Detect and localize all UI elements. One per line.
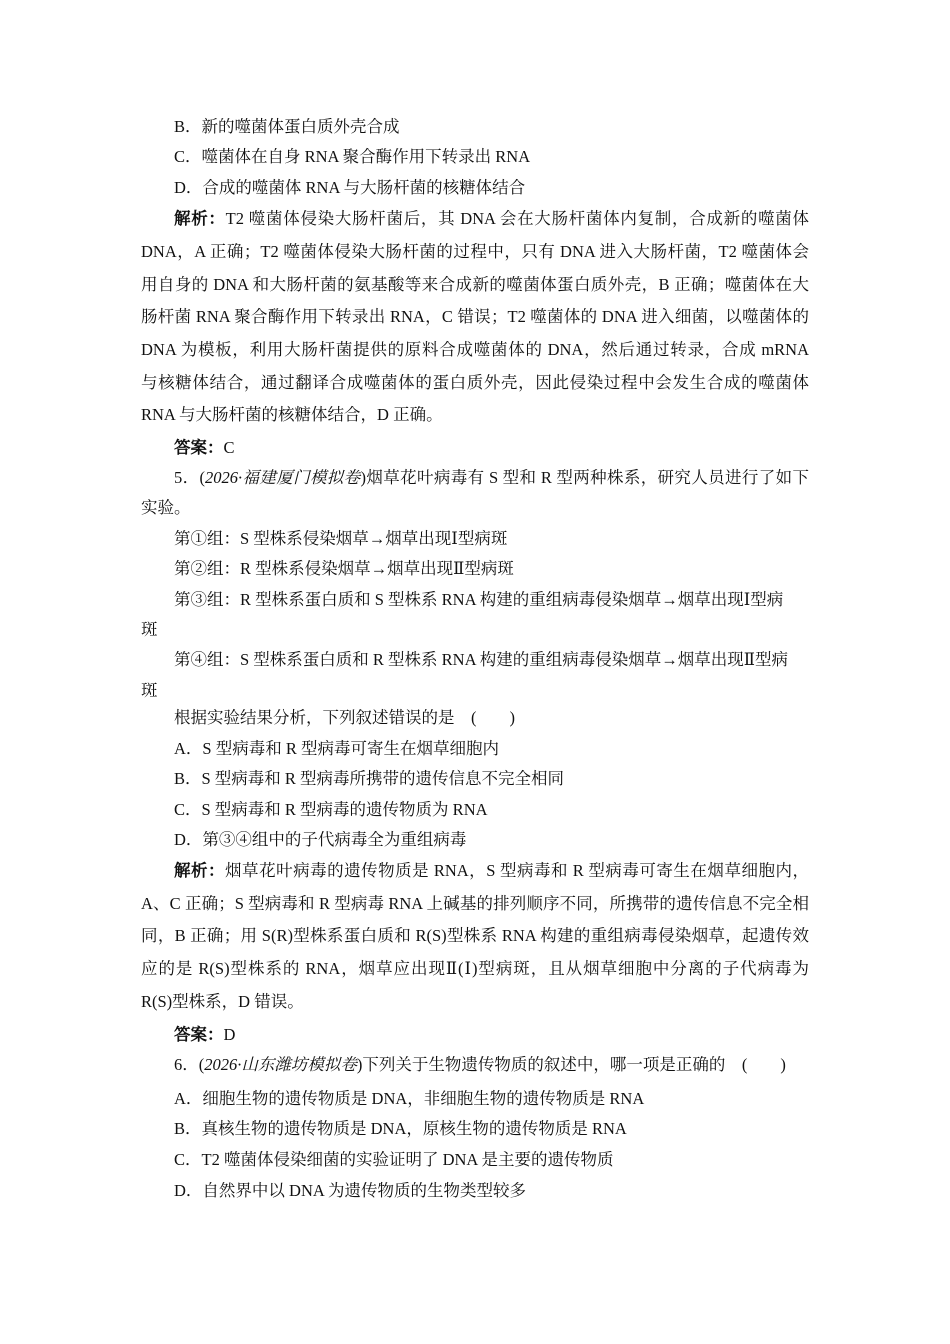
q5-analysis-line-1: 解析：烟草花叶病毒的遗传物质是 RNA，S 型病毒和 R 型病毒可寄生在烟草细胞内， xyxy=(174,861,809,880)
q4-option-d: D．合成的噬菌体 RNA 与大肠杆菌的核糖体结合 xyxy=(174,178,526,197)
q5-option-b: B．S 型病毒和 R 型病毒所携带的遗传信息不完全相同 xyxy=(174,769,565,788)
q5-option-c: C．S 型病毒和 R 型病毒的遗传物质为 RNA xyxy=(174,800,488,819)
q6-option-b: B．真核生物的遗传物质是 DNA，原核生物的遗传物质是 RNA xyxy=(174,1119,627,1138)
q5-question: 根据实验结果分析，下列叙述错误的是 ( ) xyxy=(174,708,515,727)
q4-answer: 答案：C xyxy=(174,438,235,457)
q4-option-b: B．新的噬菌体蛋白质外壳合成 xyxy=(174,117,400,136)
q5-source: 2026·福建厦门模拟卷 xyxy=(204,468,361,487)
q5-stem-line-1: 5．(2026·福建厦门模拟卷)烟草花叶病毒有 S 型和 R 型两种株系，研究人员进行了如下 xyxy=(174,468,809,487)
q4-analysis-line-1: 解析：T2 噬菌体侵染大肠杆菌后，其 DNA 会在大肠杆菌体内复制，合成新的噬菌体 xyxy=(174,209,809,228)
q5-group-2: 第②组：R 型株系侵染烟草→烟草出现Ⅱ型病斑 xyxy=(174,559,514,578)
q5-answer: 答案：D xyxy=(174,1025,236,1044)
analysis-label: 解析： xyxy=(174,209,226,228)
q4-analysis-line-6: 与核糖体结合，通过翻译合成噬菌体的蛋白质外壳，因此侵染过程中会发生合成的噬菌体 xyxy=(141,373,809,392)
q6-option-d: D．自然界中以 DNA 为遗传物质的生物类型较多 xyxy=(174,1181,527,1200)
q6-source: 2026·山东潍坊模拟卷 xyxy=(204,1055,357,1074)
q5-analysis-line-4: 应的是 R(S)型株系的 RNA，烟草应出现Ⅱ(Ⅰ)型病斑，且从烟草细胞中分离的子代病毒为 xyxy=(141,959,809,978)
q5-analysis-line-2: A、C 正确；S 型病毒和 R 型病毒 RNA 上碱基的排列顺序不同，所携带的遗传信息不完全相 xyxy=(141,894,809,913)
q5-group-4-line-1: 第④组：S 型株系蛋白质和 R 型株系 RNA 构建的重组病毒侵染烟草→烟草出现Ⅱ型病 xyxy=(174,650,788,669)
q6-option-a: A．细胞生物的遗传物质是 DNA，非细胞生物的遗传物质是 RNA xyxy=(174,1089,645,1108)
q5-option-d: D．第③④组中的子代病毒全为重组病毒 xyxy=(174,830,467,849)
q5-stem-line-2: 实验。 xyxy=(141,498,191,517)
q4-analysis-line-5: DNA 为模板，利用大肠杆菌提供的原料合成噬菌体的 DNA，然后通过转录，合成 mRNA xyxy=(141,340,809,359)
q5-analysis-line-3: 同，B 正确；用 S(R)型株系蛋白质和 R(S)型株系 RNA 构建的重组病毒侵染烟草，起遗传效 xyxy=(141,926,809,945)
q5-analysis-line-5: R(S)型株系，D 错误。 xyxy=(141,992,304,1011)
q5-group-3-line-2: 斑 xyxy=(141,620,158,639)
q5-option-a: A．S 型病毒和 R 型病毒可寄生在烟草细胞内 xyxy=(174,739,499,758)
q5-group-3-line-1: 第③组：R 型株系蛋白质和 S 型株系 RNA 构建的重组病毒侵染烟草→烟草出现Ⅰ型病 xyxy=(174,590,784,609)
analysis-label: 解析： xyxy=(174,861,226,880)
q4-analysis-line-2: DNA，A 正确；T2 噬菌体侵染大肠杆菌的过程中，只有 DNA 进入大肠杆菌，T2 噬菌体会 xyxy=(141,242,809,261)
q6-option-c: C．T2 噬菌体侵染细菌的实验证明了 DNA 是主要的遗传物质 xyxy=(174,1150,614,1169)
q4-analysis-line-7: RNA 与大肠杆菌的核糖体结合，D 正确。 xyxy=(141,405,443,424)
q6-stem: 6．(2026·山东潍坊模拟卷)下列关于生物遗传物质的叙述中，哪一项是正确的 ( ) xyxy=(174,1055,786,1074)
q4-analysis-line-3: 用自身的 DNA 和大肠杆菌的氨基酸等来合成新的噬菌体蛋白质外壳，B 正确；噬菌体在大 xyxy=(141,275,809,294)
q5-group-4-line-2: 斑 xyxy=(141,681,158,700)
q4-analysis-line-4: 肠杆菌 RNA 聚合酶作用下转录出 RNA，C 错误；T2 噬菌体的 DNA 进入细菌，以噬菌体的 xyxy=(141,307,809,326)
q4-option-c: C．噬菌体在自身 RNA 聚合酶作用下转录出 RNA xyxy=(174,147,531,166)
q5-group-1: 第①组：S 型株系侵染烟草→烟草出现Ⅰ型病斑 xyxy=(174,529,508,548)
